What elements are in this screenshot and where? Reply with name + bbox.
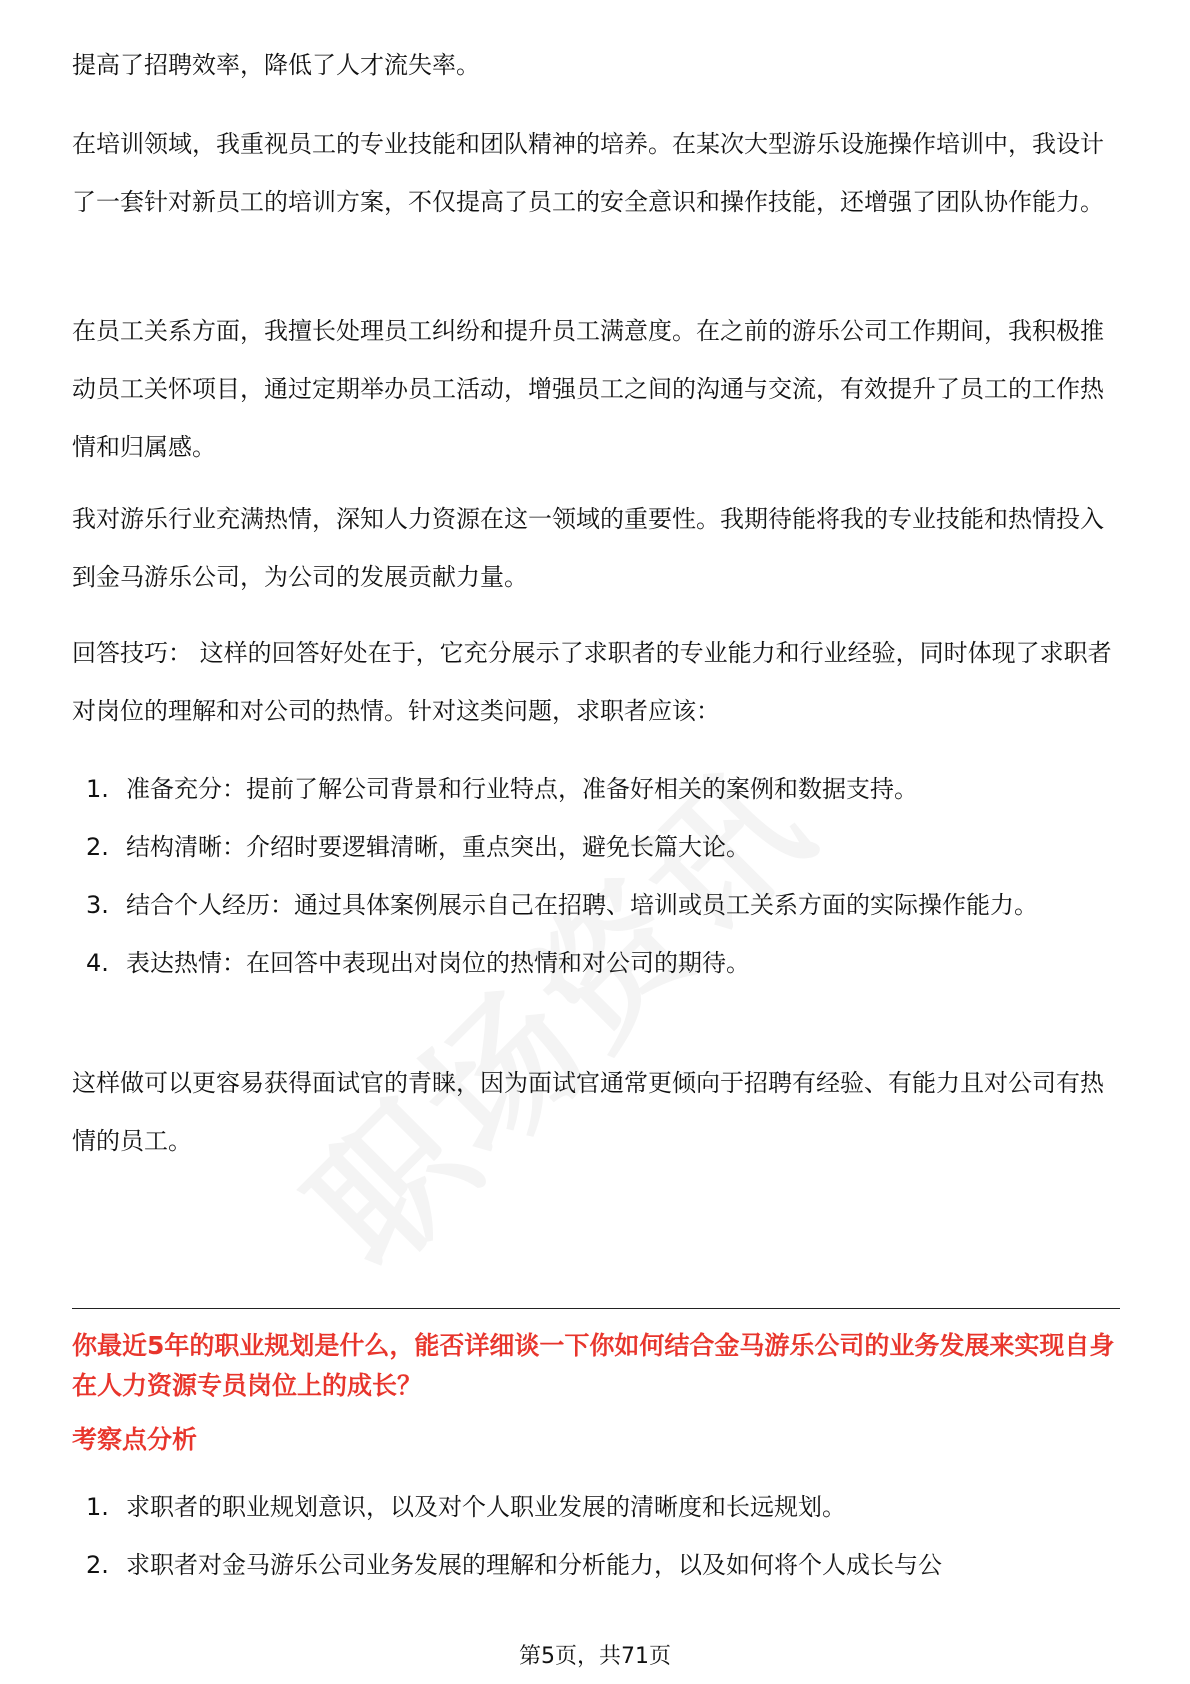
list-item-text: 求职者的职业规划意识，以及对个人职业发展的清晰度和长远规划。 xyxy=(126,1493,846,1521)
list-item-number: 4. xyxy=(86,949,109,977)
tips-list xyxy=(72,760,1118,992)
list-item-text: 准备充分：提前了解公司背景和行业特点，准备好相关的案例和数据支持。 xyxy=(126,775,918,803)
list-item-text: 结构清晰：介绍时要逻辑清晰，重点突出，避免长篇大论。 xyxy=(126,833,750,861)
list-item xyxy=(72,1536,1118,1594)
list-item-text: 表达热情：在回答中表现出对岗位的热情和对公司的期待。 xyxy=(126,949,750,977)
analysis-list xyxy=(72,1478,1118,1594)
list-item xyxy=(72,876,1118,934)
paragraph-employee-relations: 在员工关系方面，我擅长处理员工纠纷和提升员工满意度。在之前的游乐公司工作期间，我积极推动员工关怀项目，通过定期举办员工活动，增强员工之间的沟通与交流，有效提升了员工的工作热情和归属感。 xyxy=(72,317,1104,461)
list-item-number: 1. xyxy=(86,1493,109,1521)
paragraph-passion: 我对游乐行业充满热情，深知人力资源在这一领域的重要性。我期待能将我的专业技能和热情投入到金马游乐公司，为公司的发展贡献力量。 xyxy=(72,505,1104,591)
paragraph-answer-tips: 回答技巧： 这样的回答好处在于，它充分展示了求职者的专业能力和行业经验，同时体现了求职者对岗位的理解和对公司的热情。针对这类问题，求职者应该： xyxy=(72,639,1112,725)
list-item-number: 2. xyxy=(86,1551,109,1579)
paragraph-recruit-efficiency: 提高了招聘效率，降低了人才流失率。 xyxy=(72,51,480,79)
list-item xyxy=(72,1478,1118,1536)
list-item xyxy=(72,818,1118,876)
list-item-number: 1. xyxy=(86,775,109,803)
section-divider xyxy=(72,1308,1120,1309)
list-item xyxy=(72,760,1118,818)
paragraph-training: 在培训领域，我重视员工的专业技能和团队精神的培养。在某次大型游乐设施操作培训中，我设计了一套针对新员工的培训方案，不仅提高了员工的安全意识和操作技能，还增强了团队协作能力。 xyxy=(72,130,1104,216)
list-item-number: 3. xyxy=(86,891,109,919)
analysis-heading: 考察点分析 xyxy=(72,1425,198,1454)
page-number-footer: 第5页，共71页 xyxy=(519,1644,671,1669)
list-item-text: 结合个人经历：通过具体案例展示自己在招聘、培训或员工关系方面的实际操作能力。 xyxy=(126,891,1038,919)
interview-question: 你最近5年的职业规划是什么，能否详细谈一下你如何结合金马游乐公司的业务发展来实现自身在人力资源专员岗位上的成长？ xyxy=(72,1331,1115,1400)
list-item xyxy=(72,934,1118,992)
list-item-text: 求职者对金马游乐公司业务发展的理解和分析能力，以及如何将个人成长与公 xyxy=(126,1551,942,1579)
paragraph-conclusion: 这样做可以更容易获得面试官的青睐，因为面试官通常更倾向于招聘有经验、有能力且对公司有热情的员工。 xyxy=(72,1069,1104,1155)
list-item-number: 2. xyxy=(86,833,109,861)
